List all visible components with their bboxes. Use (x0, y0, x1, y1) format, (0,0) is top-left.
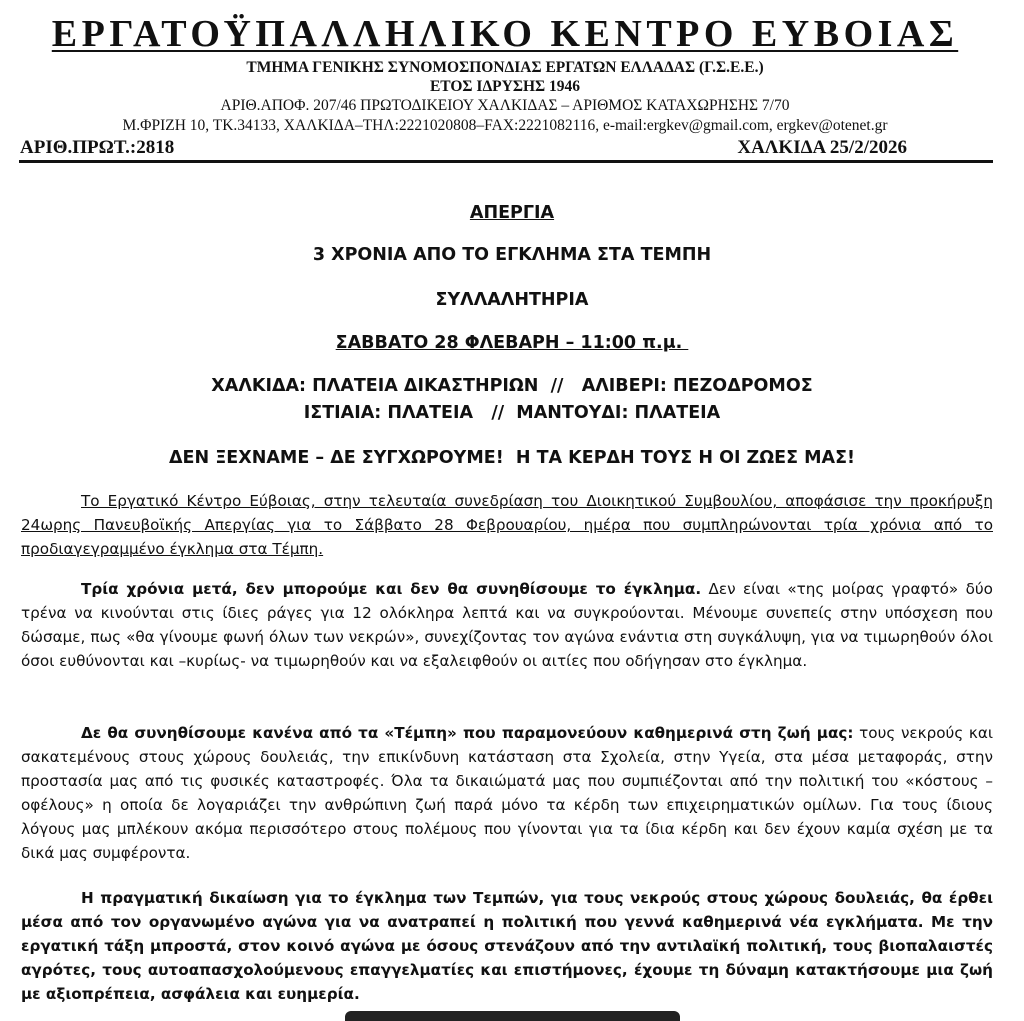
contact-line: Μ.ΦΡΙΖΗ 10, ΤΚ.34133, ΧΑΛΚΙΔΑ–ΤΗΛ:2221020808–FAX:2221082116, e-mail:ergkev@gmail.com, ergkev@otenet.gr (122, 117, 888, 134)
paragraph-tempi-daily (21, 721, 993, 865)
registration-line: ΑΡΙΘ.ΑΠΟΦ. 207/46 ΠΡΩΤΟΔΙΚΕΙΟΥ ΧΑΛΚΙΔΑΣ – ΑΡΙΘΜΟΣ ΚΑΤΑΧΩΡΗΣΗΣ 7/70 (220, 97, 790, 114)
strike-heading: ΑΠΕΡΓΙΑ (469, 203, 555, 223)
locations-line-2: ΙΣΤΙΑΙΑ: ΠΛΑΤΕΙΑ // ΜΑΝΤΟΥΔΙ: ΠΛΑΤΕΙΑ (303, 403, 721, 423)
paragraph-justice: Η πραγματική δικαίωση για το έγκλημα των Τεμπών, για τους νεκρούς στους χώρους δουλειάς, θα έρθει μέσα από τον οργανωμένο αγώνα για να ανατραπεί η πολιτική που γεννά καθημερινά νέα εγκλήματα. Με την εργατική τάξη μπροστά, στον κοινό αγώνα με όσους στενάζουν από την αντιλαϊκή πολιτική, τους βιοπαλαιστές αγρότες, τους αυτοαπασχολούμενους επαγγελματίες και επιστήμονες, έχουμε τη δύναμη κατακτήσουμε μια ζωή με αξιοπρέπεια, ασφάλεια και ευημερία. (21, 889, 993, 1003)
header-divider (19, 160, 993, 163)
partial-footer-shape (345, 1011, 680, 1021)
paragraph-text: Δεν είναι «της μοίρας γραφτό» δύο τρένα να κινούνται στις ίδιες ράγες για 12 ολόκληρα λεπτά και να συγκρούονται. Μένουμε συνεπείς στην υπόσχεση που δώσαμε, πως «θα γίνουμε φωνή όλων των νεκρών», συνεχίζοντας τον αγώνα ενάντια στη συγκάλυψη, για να τιμωρηθούν όλοι όσοι ευθύνονται και –κυρίως- να τιμωρηθούν και να εξαλειφθούν οι αιτίες που οδήγησαν στο έγκλημα. (21, 580, 993, 670)
founded-line: ΕΤΟΣ ΙΔΡΥΣΗΣ 1946 (429, 78, 581, 95)
paragraph-three-years (21, 577, 993, 673)
protocol-number: ΑΡΙΘ.ΠΡΩΤ.:2818 (20, 137, 175, 158)
organization-title: ΕΡΓΑΤΟΫΠΑΛΛΗΛΙΚΟ ΚΕΝΤΡΟ ΕΥΒΟΙΑΣ (51, 13, 959, 55)
paragraph-lead: Δε θα συνηθίσουμε κανένα από τα «Τέμπη» που παραμονεύουν καθημερινά στη ζωή μας: (81, 724, 854, 742)
rallies-heading: ΣΥΛΛΑΛΗΤΗΡΙΑ (435, 290, 589, 310)
slogan: ΔΕΝ ΞΕΧΝΑΜΕ – ΔΕ ΣΥΓΧΩΡΟΥΜΕ! Η ΤΑ ΚΕΡΔΗ ΤΟΥΣ Η ΟΙ ΖΩΕΣ ΜΑΣ! (168, 448, 856, 468)
date-time-heading: ΣΑΒΒΑΤΟ 28 ΦΛΕΒΑΡΗ – 11:00 π.μ. (335, 333, 689, 353)
locations-line-1: ΧΑΛΚΙΔΑ: ΠΛΑΤΕΙΑ ΔΙΚΑΣΤΗΡΙΩΝ // ΑΛΙΒΕΡΙ: ΠΕΖΟΔΡΟΜΟΣ (211, 376, 813, 396)
three-years-heading: 3 ΧΡΟΝΙΑ ΑΠΟ ΤΟ ΕΓΚΛΗΜΑ ΣΤΑ ΤΕΜΠΗ (312, 245, 712, 265)
affiliation-line: ΤΜΗΜΑ ΓΕΝΙΚΗΣ ΣΥΝΟΜΟΣΠΟΝΔΙΑΣ ΕΡΓΑΤΩΝ ΕΛΛΑΔΑΣ (Γ.Σ.Ε.Ε.) (246, 59, 764, 76)
place-date: ΧΑΛΚΙΔΑ 25/2/2026 (737, 137, 907, 158)
paragraph-announcement: Το Εργατικό Κέντρο Εύβοιας, στην τελευταία συνεδρίαση του Διοικητικού Συμβουλίου, αποφάσισε την προκήρυξη 24ωρης Πανευβοϊκής Απεργίας για το Σάββατο 28 Φεβρουαρίου, ημέρα που συμπληρώνονται τρία χρόνια από το προδιαγεγραμμένο έγκλημα στα Τέμπη. (21, 492, 993, 558)
paragraph-lead: Τρία χρόνια μετά, δεν μπορούμε και δεν θα συνηθίσουμε το έγκλημα. (81, 580, 702, 598)
paragraph-text: τους νεκρούς και σακατεμένους στους χώρους δουλειάς, την επικίνδυνη κατάσταση στα Σχολεία, στην Υγεία, στα μέσα μεταφοράς, στην προστασία μας από τις φυσικές καταστροφές. Όλα τα δικαιώματά μας που συμπιέζονται από την πολιτική του «κόστους – οφέλους» η οποία δε λογαριάζει την ανθρώπινη ζωή παρά μόνο τα κέρδη των επιχειρηματικών ομίλων. Για τους ίδιους λόγους μας μπλέκουν ακόμα περισσότερο στους πολέμους που γίνονται για τα ίδια κέρδη και δεν έχουν καμία σχέση με τα δικά μας συμφέροντα. (21, 724, 993, 862)
